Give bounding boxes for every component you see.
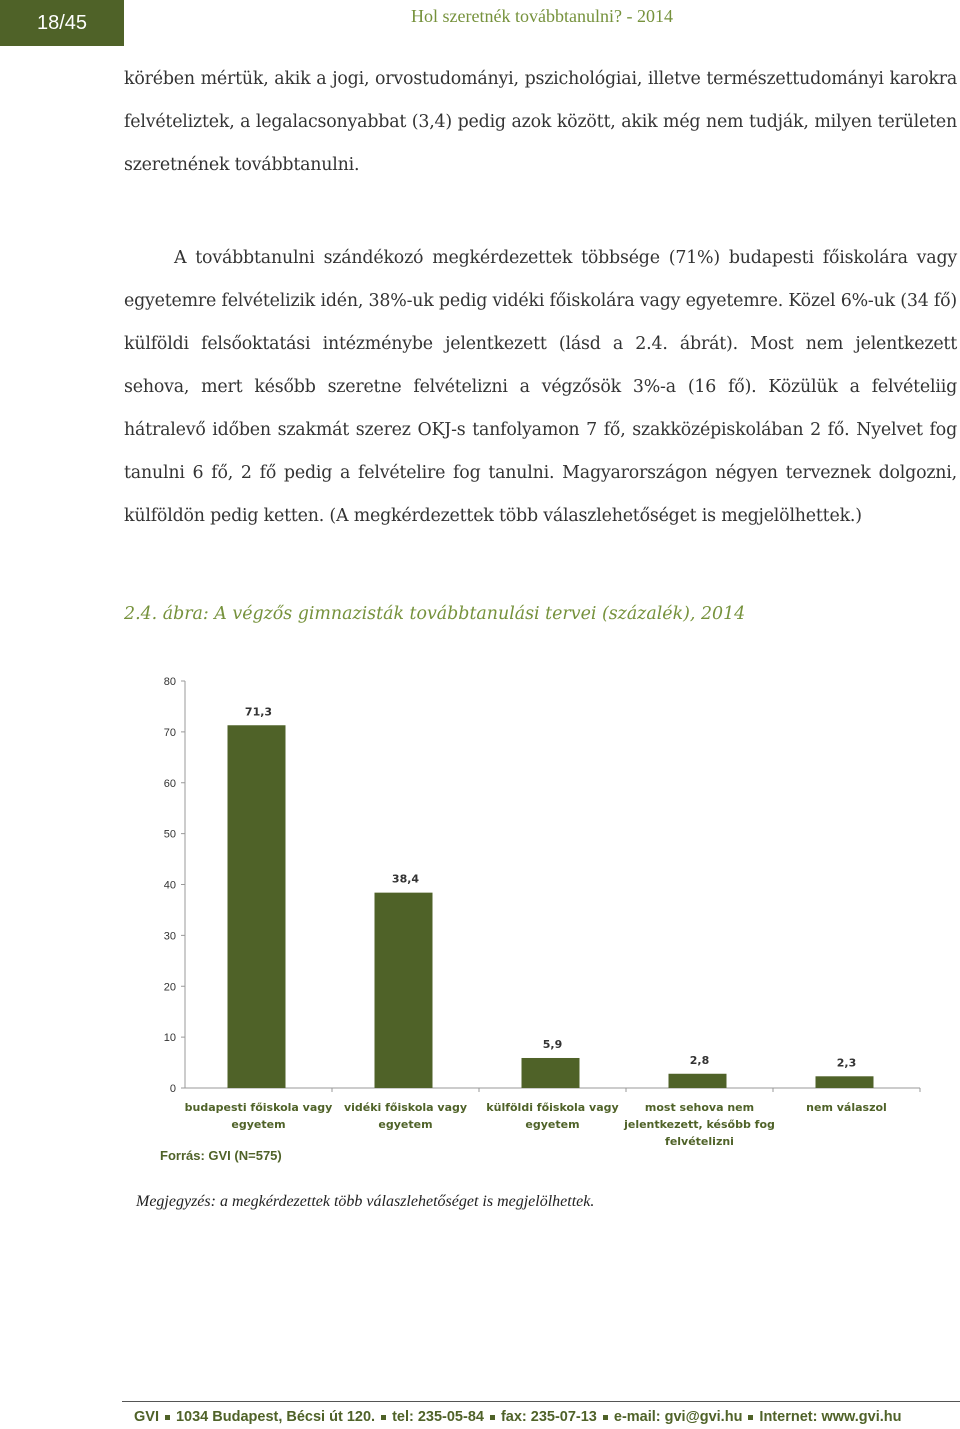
category-label: külföldi főiskola vagy	[486, 1101, 619, 1114]
category-label: vidéki főiskola vagy	[343, 1101, 468, 1114]
category-label: egyetem	[378, 1118, 433, 1131]
footer-web: Internet: www.gvi.hu	[759, 1409, 902, 1425]
body-paragraph-2: A továbbtanulni szándékozó megkérdezettek többsége (71%) budapesti főiskolára vagy egyetemre felvételizik idén, 38%-uk pedig vidéki főiskolára vagy egyetemre. Közel 6%-uk (34 fő) külföldi felsőoktatási intézménybe jelentkezett (lásd a 2.4. ábrát). Most nem jelentkezett sehova, mert később szeretne felvételizni a végzősök 3%-a (16 fő). Közülük a felvételiig hátralevő időben szakmát szerez OKJ-s tanfolyamon 7 fő, szakközépiskolában 2 fő. Nyelvet fog tanulni 6 fő, 2 fő pedig a felvételire fog tanulni. Magyarországon négyen terveznek dolgozni, külföldön pedig ketten. (A megkérdezettek több válaszlehetőséget is megjelölhettek.)	[124, 248, 957, 526]
category-label: nem válaszol	[806, 1101, 887, 1114]
figure-note: Megjegyzés: a megkérdezettek több válaszlehetőséget is megjelölhettek.	[136, 1193, 595, 1210]
bar	[522, 1058, 580, 1088]
footer-separator	[490, 1415, 495, 1420]
page-number-badge	[0, 0, 124, 46]
y-tick-label: 20	[163, 981, 176, 994]
footer-separator	[165, 1415, 170, 1420]
footer-divider	[122, 1401, 960, 1402]
y-tick-label: 80	[163, 676, 176, 688]
bar-value-label: 5,9	[542, 1037, 563, 1051]
footer-fax: fax: 235-07-13	[500, 1409, 597, 1425]
category-label: egyetem	[525, 1118, 580, 1131]
y-tick-label: 70	[163, 726, 176, 739]
y-tick-label: 40	[163, 879, 176, 892]
category-label: most sehova nem	[644, 1101, 755, 1114]
bar	[669, 1074, 727, 1088]
y-tick-label: 60	[163, 777, 176, 790]
page-number: 18/45	[36, 11, 88, 34]
category-label: egyetem	[231, 1118, 286, 1131]
footer-separator	[603, 1415, 608, 1420]
bar-value-label: 71,3	[244, 705, 273, 719]
category-label: budapesti főiskola vagy	[184, 1101, 333, 1114]
category-label: felvételizni	[665, 1135, 734, 1148]
figure-caption: 2.4. ábra: A végzős gimnazisták továbbtanulási tervei (százalék), 2014	[124, 604, 746, 624]
bar-value-label: 38,4	[391, 872, 420, 886]
bar	[228, 725, 286, 1088]
bar-value-label: 2,3	[836, 1056, 857, 1070]
bar	[816, 1076, 874, 1088]
footer-separator	[748, 1415, 753, 1420]
footer-email: e-mail: gvi@gvi.hu	[613, 1409, 743, 1425]
body-paragraph-1: körében mértük, akik a jogi, orvostudományi, pszichológiai, illetve természettudományi karokra felvételiztek, a legalacsonyabbat (3,4) pedig azok között, akik még nem tudják, milyen területen szeretnének továbbtanulni.	[124, 69, 957, 175]
footer-address: 1034 Budapest, Bécsi út 120.	[175, 1409, 376, 1425]
bar-value-label: 2,8	[689, 1053, 710, 1067]
footer-org: GVI	[134, 1409, 159, 1425]
footer	[134, 1409, 901, 1425]
footer-tel: tel: 235-05-84	[392, 1409, 484, 1425]
footer-separator	[381, 1415, 386, 1420]
y-tick-label: 30	[163, 930, 176, 943]
y-tick-label: 0	[169, 1083, 176, 1095]
bar	[375, 893, 433, 1088]
y-tick-label: 10	[163, 1032, 176, 1045]
figure-source: Forrás: GVI (N=575)	[160, 1148, 282, 1163]
bar-chart	[0, 660, 960, 1160]
y-tick-label: 50	[163, 828, 176, 841]
running-header-title: Hol szeretnék továbbtanulni? - 2014	[411, 6, 673, 26]
category-label: jelentkezett, később fog	[624, 1118, 775, 1131]
